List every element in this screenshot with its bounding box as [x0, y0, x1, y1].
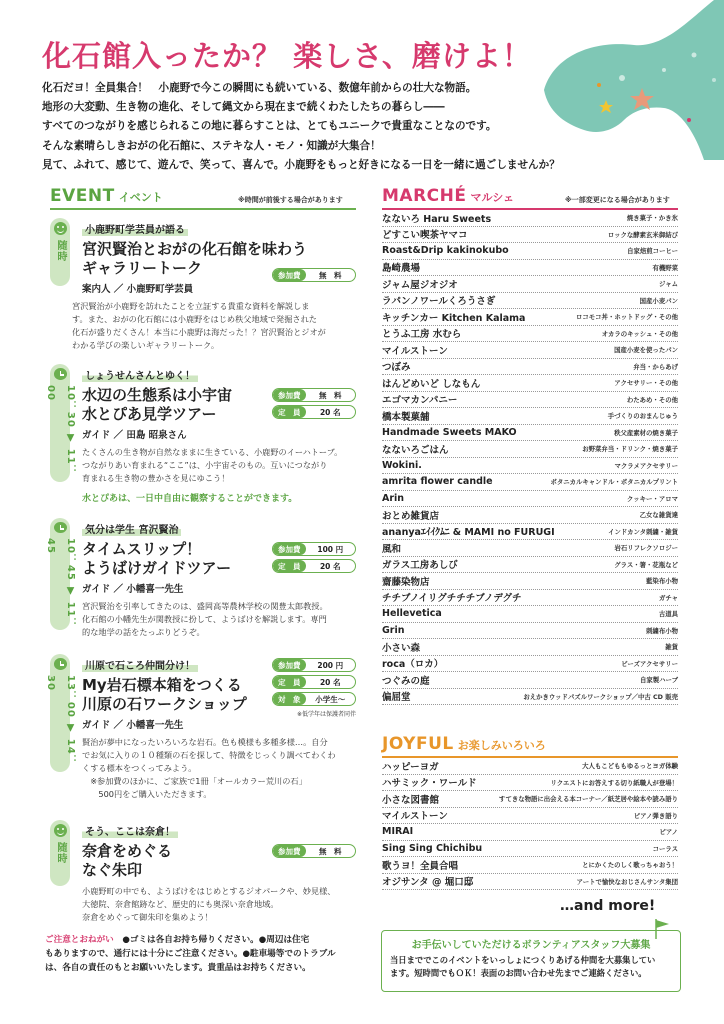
intro-line: すべてのつながりを感じられるこの地に暮らすことは、とてもユニークで貴重なことなのです。 — [42, 120, 497, 133]
event-catchphrase: そう、ここは奈倉！ — [82, 823, 178, 838]
list-item — [382, 507, 678, 524]
vendor-name: Grin — [382, 624, 405, 636]
intro-line: 化石だヨ！全員集合！ 小鹿野で今この瞬間にも続いている、数億年前からの壮大な物語。 — [42, 82, 477, 94]
list-item — [382, 573, 678, 590]
joyful-heading-jp: お楽しみいろいろ — [457, 739, 546, 752]
vendor-name: 齋藤染物店 — [382, 576, 430, 588]
marche-list — [382, 210, 678, 705]
vendor-name: ananyaｴｲｲｸﾑﾆ & MAMI no FURUGI — [382, 527, 555, 539]
volunteer-title: お手伝いしていただけるボランティアスタッフ大募集 — [411, 940, 651, 951]
vendor-name: とうふ工房 水むら — [382, 329, 462, 341]
event-time-note: ※時間が前後する場合があります — [238, 196, 343, 204]
event-time-badge — [45, 654, 76, 772]
vendor-name: 歌うヨ！全員合唱 — [382, 860, 459, 872]
volunteer-box — [381, 930, 681, 992]
vendor-description: ロックな酵素玄米御結び — [607, 230, 678, 239]
vendor-description: ジャム — [658, 280, 678, 289]
capacity-tag: 定 員 20 名 — [272, 559, 356, 573]
vendor-name: 風和 — [382, 543, 402, 555]
clock-icon — [54, 658, 67, 670]
list-item — [382, 293, 678, 310]
vendor-name: なないろ Haru Sweets — [382, 213, 492, 225]
event-item — [45, 364, 356, 504]
vendor-name: はんどめいど しなもん — [382, 378, 481, 390]
list-item — [382, 857, 678, 874]
vendor-description: とにかくたのしく歌っちゃおう！ — [582, 861, 678, 870]
vendor-name: roca（ロカ） — [382, 659, 444, 671]
list-item — [382, 557, 678, 574]
event-catchphrase: 小鹿野町学芸員が語る — [82, 221, 188, 236]
list-item — [382, 342, 678, 359]
event-time-badge — [50, 218, 70, 286]
vendor-name: Handmade Sweets MAKO — [382, 426, 517, 438]
event-time: 10：45 ▼ 11：45 — [45, 538, 76, 629]
list-item — [382, 227, 678, 244]
capacity-tag: 定 員 20 名 — [272, 405, 356, 419]
and-more-text: …and more! — [560, 898, 656, 914]
event-catchphrase: 気分は学生 宮沢賢治 — [82, 521, 181, 536]
smile-icon — [54, 222, 67, 235]
intro-line: そんな素晴らしきおがの化石館に、ステキな人・モノ・知識が大集合！ — [42, 139, 381, 152]
vendor-name: 橋本製菓舗 — [382, 411, 430, 423]
vendor-description: 国産小麦を使ったパン — [614, 346, 678, 355]
event-item — [45, 654, 356, 814]
vendor-description: わたあめ・その他 — [626, 395, 678, 404]
list-item — [382, 808, 678, 825]
vendor-name: なないろごはん — [382, 444, 449, 456]
list-item — [382, 656, 678, 673]
vendor-description: 自家製ハーブ — [639, 676, 678, 685]
list-item — [382, 491, 678, 508]
vendor-name: amrita flower candle — [382, 476, 493, 488]
smile-icon — [54, 824, 67, 837]
event-catchphrase: しょうせんさんとゆく！ — [82, 367, 198, 382]
vendor-name: Roast&Drip kakinokubo — [382, 245, 509, 257]
list-item — [382, 791, 678, 808]
event-title: 奈倉をめぐる なぐ朱印 — [82, 842, 173, 879]
event-heading-jp: イベント — [118, 191, 163, 204]
joyful-section-heading — [382, 734, 546, 754]
vendor-name: Hellevetica — [382, 608, 442, 620]
vendor-name: エゴマカンパニー — [382, 395, 458, 407]
vendor-name: チチブノイリグチチチブノデグチ — [382, 593, 522, 605]
vendor-description: マクラメアクセサリー — [614, 461, 678, 470]
event-title: My岩石標本箱をつくる 川原の石ワークショップ — [82, 676, 247, 713]
caution-line: もありますので、通行には十分にご注意ください。●駐車場等でのトラブル — [45, 949, 336, 959]
vendor-description: お野菜弁当・ドリンク・焼き菓子 — [582, 445, 678, 454]
vendor-description: コーラス — [652, 844, 678, 853]
vendor-name: おとめ雑貨店 — [382, 510, 440, 522]
vendor-name: ガラス工房あしび — [382, 560, 458, 572]
clock-icon — [54, 368, 67, 380]
fee-tag: 参加費 無 料 — [272, 388, 356, 402]
vendor-description: 国産小麦パン — [639, 296, 678, 305]
list-item — [382, 623, 678, 640]
volunteer-body: 当日まででこのイベントをいっしょにつくりあげる仲間を大募集してい ます。短時間でもＯＫ！表面のお問い合わせ先までご連絡ください。 — [390, 955, 656, 978]
event-tags — [272, 268, 356, 282]
event-description: たくさんの生き物が自然なままに生きている、小鹿野のイーハトーブ。 つながりあい育まれる“ここ”は、小宇宙そのもの。互いにつながり 育まれる生き物の豊かさを見にゆこう！ — [82, 447, 343, 483]
vendor-description: 焼き菓子・かき氷 — [626, 214, 678, 223]
vendor-name: 小さな図書館 — [382, 794, 440, 806]
list-item — [382, 841, 678, 858]
target-tag: 対 象 小学生〜 — [272, 692, 356, 706]
vendor-name: ラパンノワールくろうさぎ — [382, 296, 496, 308]
vendor-description: 有機野菜 — [652, 263, 678, 272]
list-item — [382, 474, 678, 491]
intro-line: 見て、ふれて、感じて、遊んで、笑って、喜んで。小鹿野をもっと好きになる一日を一緒に過ごしませんか？ — [42, 158, 560, 171]
vendor-description: おえかきウッドパズルワークショップ／中古 CD 販売 — [523, 692, 678, 701]
vendor-description: オカラのキッシュ・その他 — [601, 329, 678, 338]
joyful-list — [382, 758, 678, 890]
list-item — [382, 824, 678, 841]
vendor-name: つぼみ — [382, 362, 411, 374]
fee-tag: 参加費 100 円 — [272, 542, 356, 556]
list-item — [382, 408, 678, 425]
vendor-description: ボタニカルキャンドル・ボタニカルプリント — [550, 478, 678, 487]
event-time: 13：00 ▼ 14：30 — [45, 674, 76, 766]
list-item — [382, 243, 678, 260]
vendor-name: ハサミック・ワールド — [382, 778, 477, 790]
event-guide: ガイド ／ 小幡喜一先生 — [82, 720, 184, 731]
vendor-name: キッチンカー Kitchen Kalama — [382, 312, 526, 324]
event-tags — [272, 658, 356, 718]
list-item — [382, 210, 678, 227]
vendor-name: 偏屈堂 — [382, 692, 411, 704]
event-rule — [50, 208, 356, 210]
event-tags — [272, 388, 356, 419]
vendor-name: つぐみの庭 — [382, 675, 430, 687]
vendor-name: Sing Sing Chichibu — [382, 842, 483, 854]
marche-section-heading — [382, 186, 514, 206]
vendor-description: 秩父産素材の焼き菓子 — [614, 428, 678, 437]
vendor-description: 刺繍布小物 — [646, 626, 678, 635]
list-item — [382, 540, 678, 557]
event-description: 小鹿野町の中でも、ようばけをはじめとするジオパークや、妙見様、 大徳院、奈倉館跡など、歴史的にも奥深い奈倉地域。 奈倉をめぐって御朱印を集めよう！ — [82, 886, 336, 922]
vendor-description: ガチャ — [659, 593, 678, 602]
event-title: 宮沢賢治とおがの化石館を味わう ギャラリートーク — [82, 240, 308, 277]
list-item — [382, 359, 678, 376]
vendor-description: 手づくりのおまんじゅう — [607, 412, 678, 421]
event-title: タイムスリップ！ ようばけガイドツアー — [82, 540, 232, 577]
event-heading-en: EVENT — [50, 186, 115, 206]
vendor-description: ビーズアクセサリー — [621, 659, 678, 668]
vendor-description: 大人もこどももゆるっとヨガ体験 — [582, 762, 678, 771]
event-title: 水辺の生態系は小宇宙 水とぴあ見学ツアー — [82, 386, 233, 423]
event-description: 宮沢賢治を引率してきたのは、盛岡高等農林学校の関豊太郎教授。 化石館の小幡先生が関教授に扮して、ようばけを解説します。専門 的な地学の話をたっぷりどうぞ。 — [82, 601, 328, 637]
vendor-description: アクセサリー・その他 — [614, 379, 678, 388]
event-section-heading — [50, 186, 163, 206]
vendor-name: マイルストーン — [382, 345, 448, 357]
vendor-name: オジサンタ @ 堀口邸 — [382, 877, 474, 889]
vendor-description: すてきな物語に出会える本コーナー／紙芝居や絵本や読み語り — [498, 795, 678, 804]
vendor-name: マイルストーン — [382, 811, 448, 823]
vendor-description: 乙女な雑貨達 — [639, 511, 678, 520]
marche-heading-jp: マルシェ — [470, 191, 514, 204]
list-item — [382, 606, 678, 623]
vendor-description: 自家焙煎コーヒー — [627, 247, 678, 256]
list-item — [382, 590, 678, 607]
event-description: 賢治が夢中になったいろいろな岩石。色も模様も多種多様…。自分 でお気に入りの１０種類の石を探して、特徴をじっくり調べてわくわ くする標本をつくってみよう。 ※参加費のほかに、ご家族で1冊「オールカラー荒川の石」 500円をご購入いただきます。 — [82, 737, 336, 799]
vendor-description: 岩石リフレクソロジー — [614, 544, 678, 553]
event-guide: ガイド ／ 小幡喜一先生 — [82, 584, 184, 595]
flag-icon — [654, 919, 670, 939]
vendor-description: リクエストにお答えする切り紙職人が登場！ — [550, 778, 678, 787]
list-item — [382, 441, 678, 458]
event-time-badge — [45, 518, 76, 630]
list-item — [382, 392, 678, 409]
list-item — [382, 689, 678, 706]
list-item — [382, 639, 678, 656]
fee-tag: 参加費 無 料 — [272, 844, 356, 858]
caution-heading: ご注意とおねがい — [45, 935, 114, 945]
event-item — [50, 218, 356, 348]
vendor-description: 藍染布小物 — [646, 577, 678, 586]
event-time: 10：30 ▼ 11：00 — [45, 384, 76, 476]
fee-tag: 参加費 200 円 — [272, 658, 356, 672]
event-time: 随時 — [55, 240, 66, 262]
vendor-description: 弁当・からあげ — [633, 362, 678, 371]
list-item — [382, 458, 678, 475]
event-time-badge — [45, 364, 76, 482]
caution-line: ●ゴミは各自お持ち帰りください。●周辺は住宅 — [122, 935, 310, 945]
list-item — [382, 672, 678, 689]
marche-heading-en: MARCHÉ — [382, 186, 467, 206]
page-title: 化石館入ったか？ 楽しさ、磨けよ！ — [42, 39, 532, 73]
event-guide: ガイド ／ 田島 昭泉さん — [82, 430, 187, 441]
intro-text — [42, 79, 602, 175]
vendor-description: ロコモコ丼・ホットドッグ・その他 — [576, 313, 678, 322]
list-item — [382, 309, 678, 326]
vendor-description: ピアノ — [659, 828, 678, 837]
vendor-description: グラス・箸・花瓶など — [614, 560, 678, 569]
event-time: 随時 — [55, 842, 66, 864]
vendor-description: クッキー・アロマ — [626, 494, 678, 503]
list-item — [382, 425, 678, 442]
vendor-name: Wokini. — [382, 459, 422, 471]
capacity-tag: 定 員 20 名 — [272, 675, 356, 689]
event-tags — [272, 542, 356, 573]
vendor-description: 古道具 — [658, 610, 678, 619]
clock-icon — [54, 522, 67, 533]
event-item — [45, 518, 356, 638]
list-item — [382, 276, 678, 293]
vendor-name: 島崎農場 — [382, 263, 421, 275]
event-item — [50, 820, 356, 920]
event-catchphrase: 川原で石ころ仲間分け！ — [82, 657, 198, 672]
vendor-description: ピアノ弾き語り — [633, 811, 678, 820]
vendor-name: どすこい喫茶ヤマコ — [382, 230, 468, 242]
vendor-name: ハッピーヨガ — [382, 761, 439, 773]
list-item — [382, 326, 678, 343]
event-green-note: 水とぴあは、一日中自由に観察することができます。 — [82, 494, 298, 504]
fee-tag: 参加費 無 料 — [272, 268, 356, 282]
list-item — [382, 874, 678, 891]
caution-box — [45, 933, 355, 975]
list-item — [382, 524, 678, 541]
vendor-name: 小さい森 — [382, 642, 421, 654]
event-description: 宮沢賢治が小鹿野を訪れたことを立証する貴重な資料を解説しま す。また、おがの化石館には小鹿野をはじめ秩父地域で発掘された 化石が盛りだくさん！本当に小鹿野は海だった！？宮沢賢治とジオが わかる学びの楽しいギャラリートーク。 — [72, 301, 326, 350]
marche-change-note: ※一部変更になる場合があります — [565, 196, 670, 204]
vendor-description: インドカンタ刺繍・雑貨 — [608, 527, 678, 536]
event-tags — [272, 844, 356, 858]
vendor-name: ジャム屋ジオジオ — [382, 279, 458, 291]
joyful-heading-en: JOYFUL — [382, 734, 454, 754]
vendor-name: Arin — [382, 492, 405, 504]
event-time-badge — [50, 820, 70, 886]
list-item — [382, 758, 678, 775]
vendor-description: 雑貨 — [665, 643, 678, 652]
tag-note: ※低学年は保護者同伴 — [296, 711, 356, 718]
event-guide: 案内人 ／ 小鹿野町学芸員 — [82, 284, 194, 295]
caution-line: は、各自の責任のもとお願いいたします。貴重品はお持ちください。 — [45, 963, 311, 973]
intro-line: 地形の大変動、生き物の進化、そして縄文から現在まで続くわたしたちの暮らし―― — [42, 101, 445, 114]
list-item — [382, 260, 678, 277]
list-item — [382, 775, 678, 792]
list-item — [382, 375, 678, 392]
vendor-name: MIRAI — [382, 826, 414, 838]
vendor-description: アートで愉快なおじさんサンタ集団 — [576, 877, 678, 886]
